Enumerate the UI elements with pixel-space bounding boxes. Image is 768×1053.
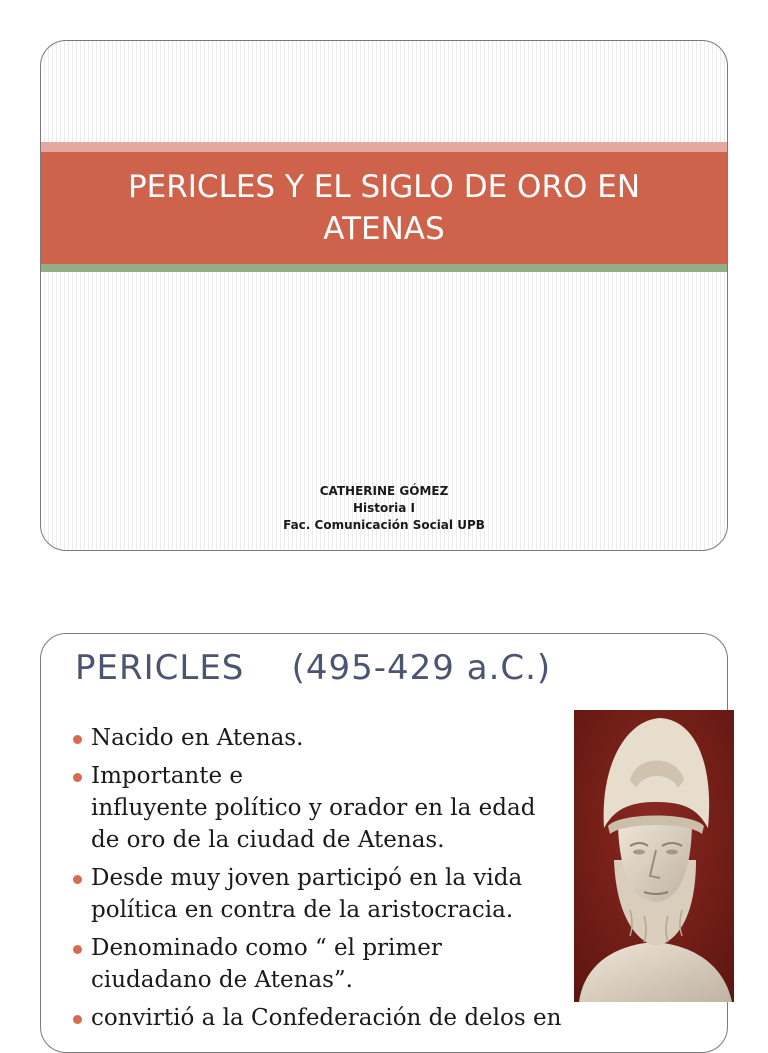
bust-illustration [574,710,734,1002]
title-band [41,152,727,264]
course-name: Historia I [352,501,416,515]
list-item: Importante e influyente político y orador en la edad de oro de la ciudad de Atenas. [71,760,571,856]
faculty-name: Fac. Comunicación Social UPB [283,518,485,532]
title-slide [40,40,728,551]
author-name: CATHERINE GÓMEZ [319,484,449,498]
bullet-list [71,722,571,1040]
presentation-title: PERICLES Y EL SIGLO DE ORO EN ATENAS [127,169,641,247]
list-item: Desde muy joven participó en la vida política en contra de la aristocracia. [71,862,571,926]
credits-block [41,483,727,534]
title-top-stripe [41,142,727,152]
title-bottom-stripe [41,264,727,272]
list-item: Nacido en Atenas. [71,722,571,754]
list-item: convirtió a la Confederación de delos en [71,1002,571,1034]
slide-heading: PERICLES (495-429 a.C.) [75,648,552,688]
pericles-bust-image [574,710,734,1002]
list-item: Denominado como “ el primer ciudadano de Atenas”. [71,932,571,996]
